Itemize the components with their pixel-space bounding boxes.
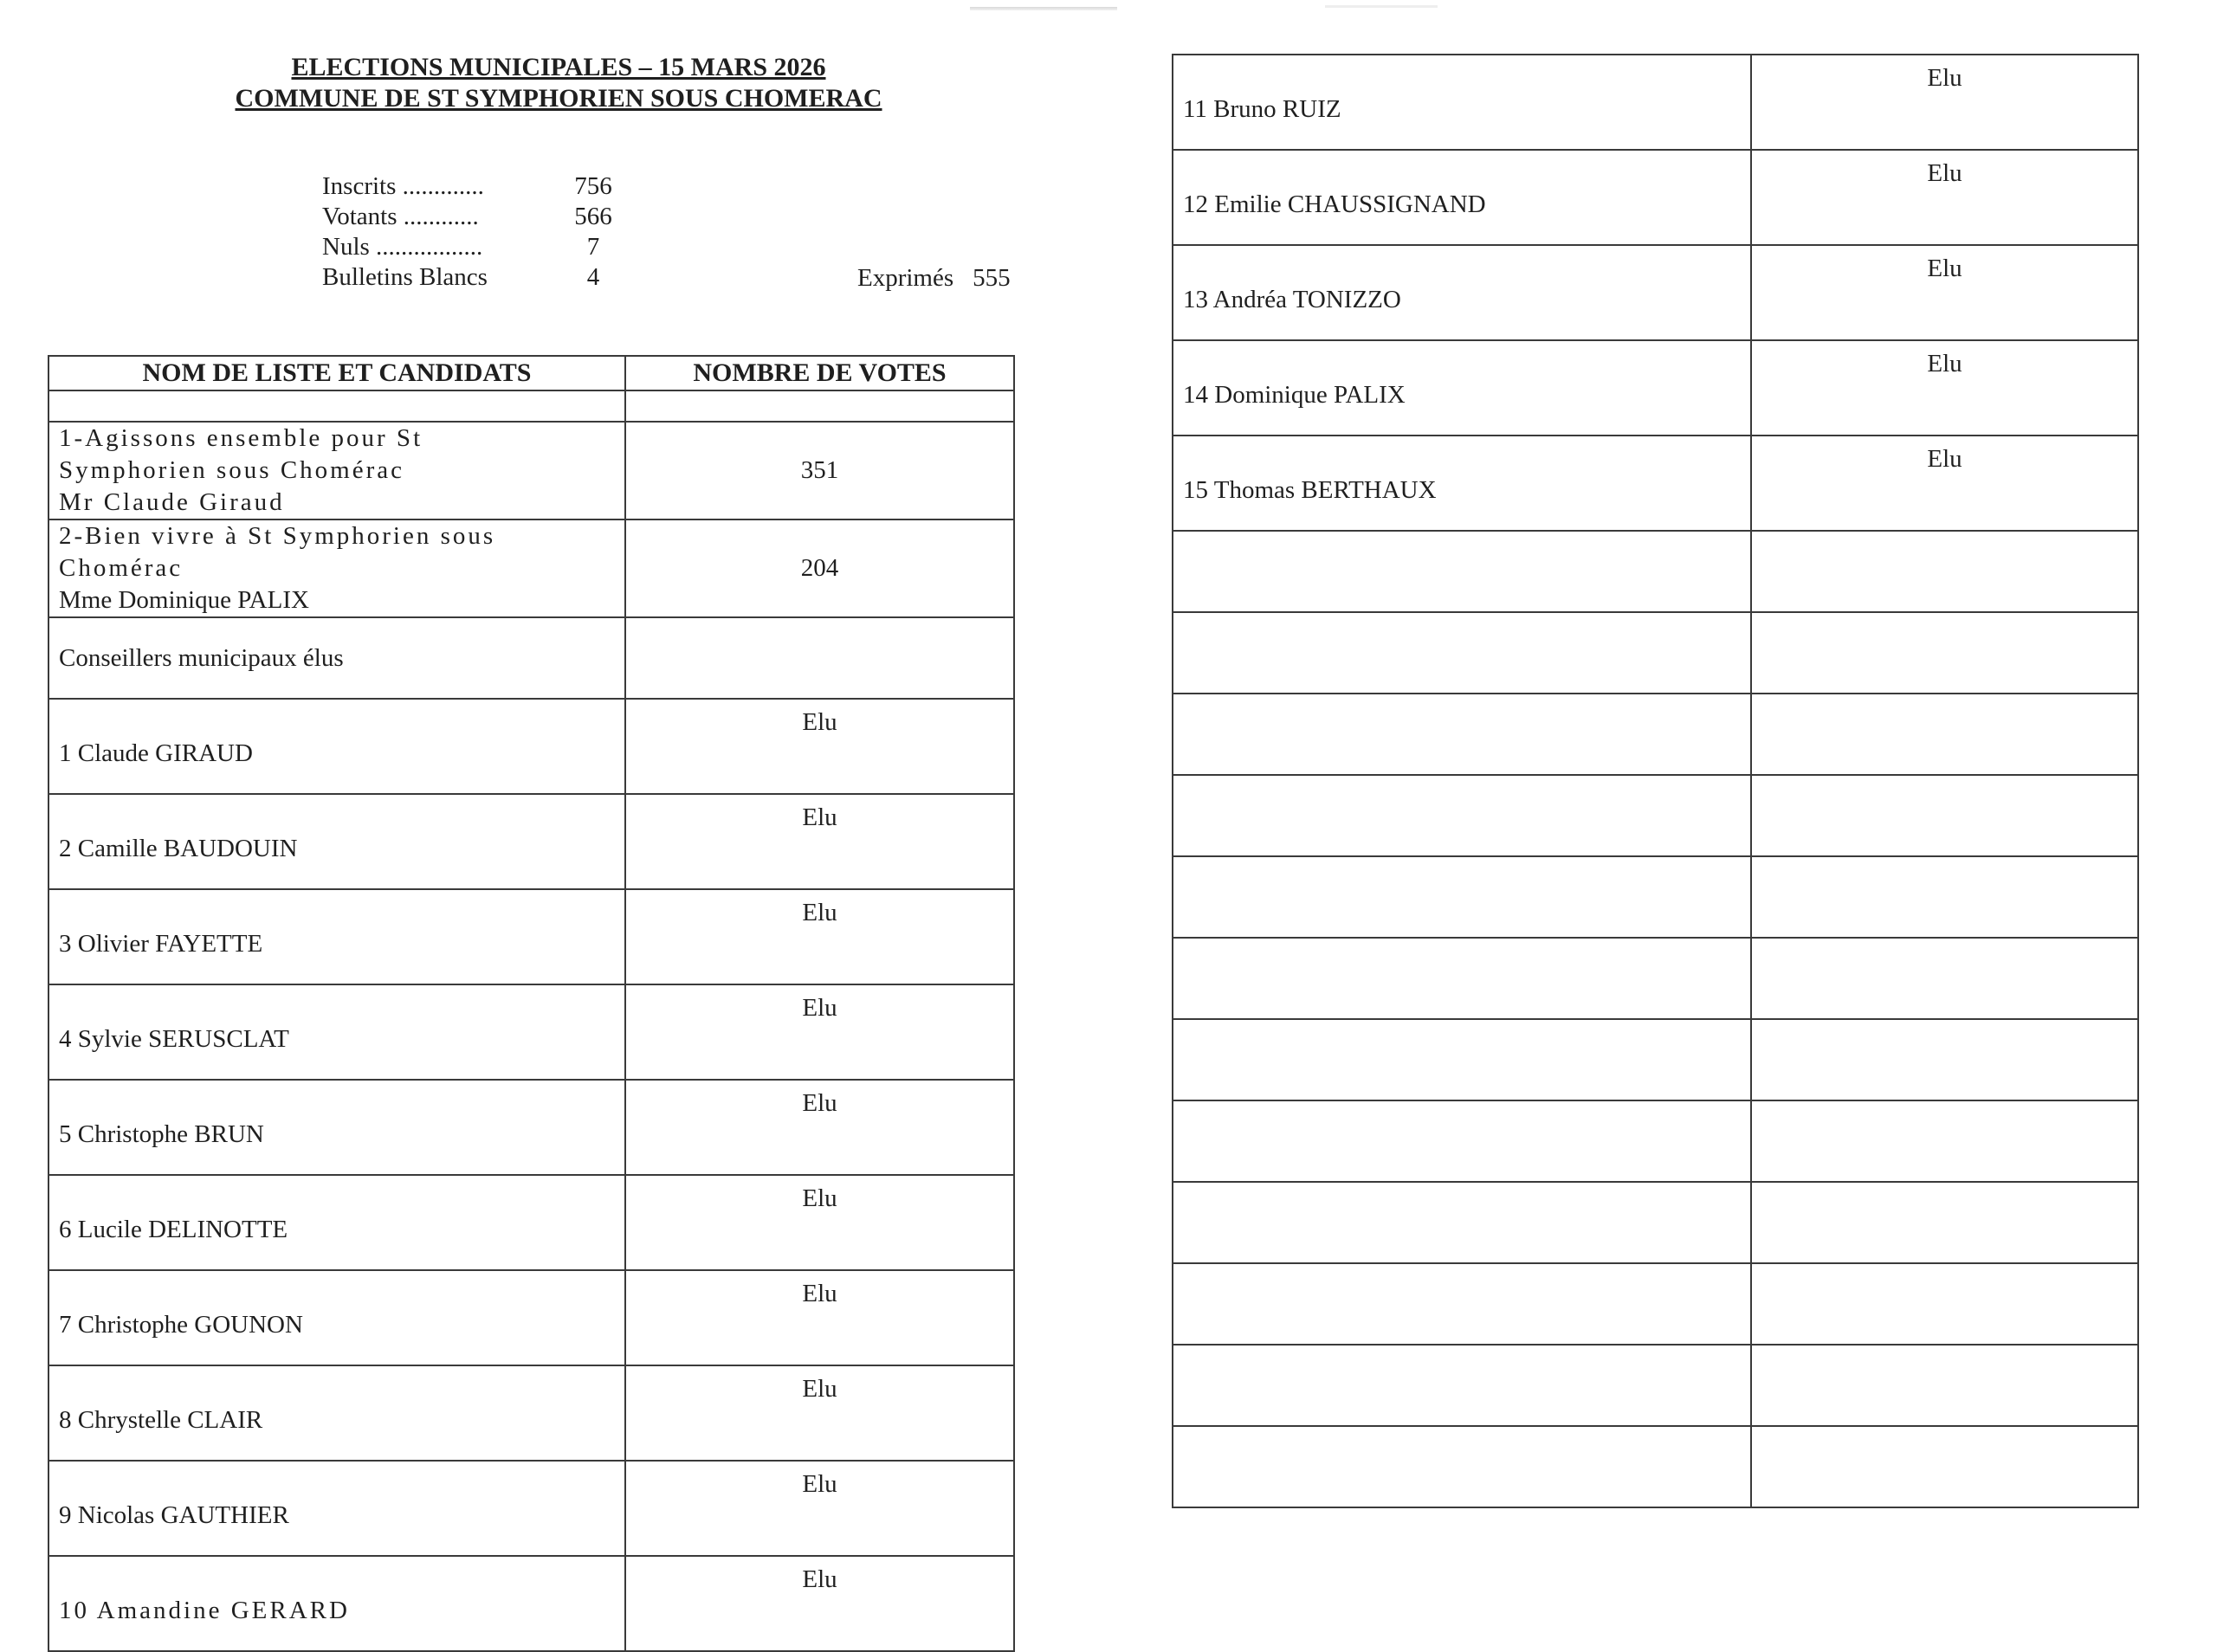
scan-edge-mark <box>1325 5 1438 8</box>
candidate-row <box>48 1461 1014 1556</box>
list-votes: 351 <box>625 422 1014 519</box>
empty-row <box>1173 531 2138 612</box>
empty-row <box>1173 1263 2138 1345</box>
candidate-status: Elu <box>1751 150 2138 245</box>
elected-header-row <box>48 617 1014 699</box>
list-name-cell <box>48 422 625 519</box>
title-line-2: COMMUNE DE ST SYMPHORIEN SOUS CHOMERAC <box>235 84 882 113</box>
empty-row <box>1173 1182 2138 1263</box>
results-table <box>48 355 1015 1652</box>
list-name-line: Chomérac <box>59 554 184 582</box>
results-table-continued <box>1172 54 2139 1508</box>
candidate-row <box>48 984 1014 1080</box>
candidate-name: 1 Claude GIRAUD <box>48 699 625 794</box>
candidate-name: 11 Bruno RUIZ <box>1173 55 1751 150</box>
candidate-row <box>48 1556 1014 1651</box>
list-name-line: Symphorien sous Chomérac <box>59 456 405 484</box>
empty-row <box>1173 856 2138 938</box>
list-name-line: 2-Bien vivre à St Symphorien sous <box>59 522 496 550</box>
list-row <box>48 422 1014 519</box>
candidate-name: 9 Nicolas GAUTHIER <box>48 1461 625 1556</box>
candidate-row <box>1173 150 2138 245</box>
candidate-status: Elu <box>625 1556 1014 1651</box>
stat-value: 756 <box>574 172 612 200</box>
candidate-name: 15 Thomas BERTHAUX <box>1173 436 1751 531</box>
column-header-candidates: NOM DE LISTE ET CANDIDATS <box>48 356 625 390</box>
stat-label: Exprimés <box>857 264 954 292</box>
stat-value: 566 <box>574 203 612 230</box>
candidate-name: 12 Emilie CHAUSSIGNAND <box>1173 150 1751 245</box>
stat-label: Votants ............ <box>322 203 479 230</box>
candidate-status: Elu <box>1751 340 2138 436</box>
candidate-name: 10 Amandine GERARD <box>48 1556 625 1651</box>
empty-row <box>1173 1345 2138 1426</box>
scan-edge-mark <box>970 7 1117 10</box>
empty-row <box>1173 612 2138 694</box>
empty-row <box>1173 694 2138 775</box>
candidate-status: Elu <box>625 1175 1014 1270</box>
candidate-name: 4 Sylvie SERUSCLAT <box>48 984 625 1080</box>
candidate-name: 13 Andréa TONIZZO <box>1173 245 1751 340</box>
empty-row <box>1173 775 2138 856</box>
candidate-name: 14 Dominique PALIX <box>1173 340 1751 436</box>
list-head-candidate: Mme Dominique PALIX <box>59 586 309 614</box>
stat-nuls <box>322 232 1032 262</box>
column-header-votes: NOMBRE DE VOTES <box>625 356 1014 390</box>
candidate-status: Elu <box>625 1461 1014 1556</box>
list-name-line: 1-Agissons ensemble pour St <box>59 424 423 452</box>
candidate-row <box>48 1270 1014 1365</box>
candidate-status: Elu <box>625 1270 1014 1365</box>
empty-row <box>1173 1426 2138 1507</box>
candidate-row <box>48 889 1014 984</box>
stat-value: 555 <box>973 264 1011 292</box>
candidate-row <box>1173 55 2138 150</box>
candidate-name: 6 Lucile DELINOTTE <box>48 1175 625 1270</box>
stat-inscrits <box>322 171 1032 202</box>
candidate-row <box>48 1080 1014 1175</box>
empty-row <box>1173 938 2138 1019</box>
table-header-row <box>48 356 1014 390</box>
candidate-name: 2 Camille BAUDOUIN <box>48 794 625 889</box>
list-votes: 204 <box>625 519 1014 617</box>
candidate-name: 5 Christophe BRUN <box>48 1080 625 1175</box>
table-row <box>48 390 1014 422</box>
stat-votants <box>322 202 1032 232</box>
candidate-row <box>1173 245 2138 340</box>
candidate-status: Elu <box>1751 55 2138 150</box>
stat-label: Nuls ................. <box>322 233 483 261</box>
stat-value: 7 <box>586 233 600 261</box>
stat-label: Bulletins Blancs <box>322 263 488 291</box>
candidate-row <box>48 699 1014 794</box>
candidate-row <box>48 1175 1014 1270</box>
document-title <box>48 52 1070 114</box>
candidate-status: Elu <box>625 984 1014 1080</box>
candidate-row <box>1173 340 2138 436</box>
title-line-1: ELECTIONS MUNICIPALES – 15 MARS 2026 <box>291 53 826 81</box>
candidate-name: 3 Olivier FAYETTE <box>48 889 625 984</box>
empty-row <box>1173 1100 2138 1182</box>
candidate-status: Elu <box>625 889 1014 984</box>
list-head-candidate: Mr Claude Giraud <box>59 488 285 516</box>
candidate-status: Elu <box>625 1080 1014 1175</box>
candidate-status: Elu <box>625 794 1014 889</box>
candidate-name: 8 Chrystelle CLAIR <box>48 1365 625 1461</box>
stat-value: 4 <box>586 263 600 291</box>
candidate-status: Elu <box>1751 436 2138 531</box>
stat-label: Inscrits ............. <box>322 172 484 200</box>
candidate-status: Elu <box>625 1365 1014 1461</box>
candidate-status: Elu <box>625 699 1014 794</box>
elected-header: Conseillers municipaux élus <box>48 617 625 699</box>
candidate-name: 7 Christophe GOUNON <box>48 1270 625 1365</box>
list-name-cell <box>48 519 625 617</box>
candidate-row <box>48 1365 1014 1461</box>
empty-row <box>1173 1019 2138 1100</box>
list-row <box>48 519 1014 617</box>
stat-exprimes <box>857 264 1011 293</box>
candidate-row <box>48 794 1014 889</box>
candidate-row <box>1173 436 2138 531</box>
candidate-status: Elu <box>1751 245 2138 340</box>
